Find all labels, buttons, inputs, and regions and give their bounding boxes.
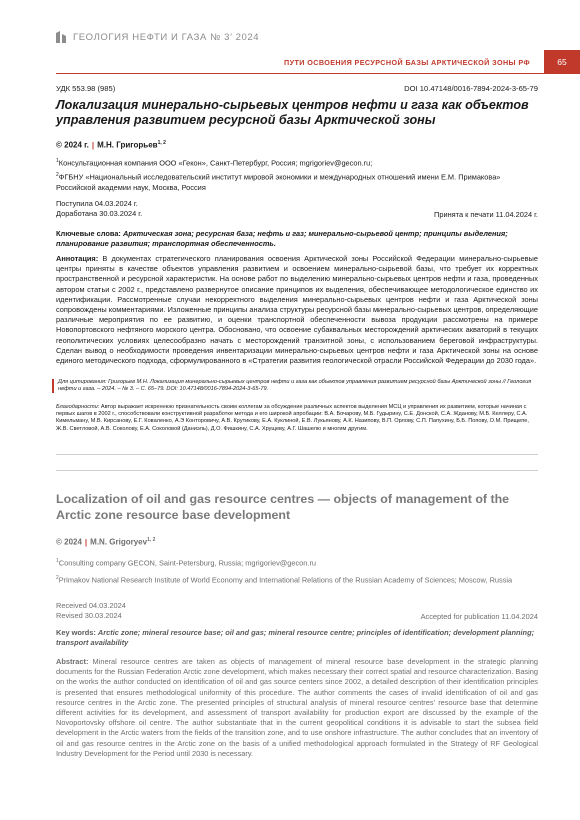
received-date-en: Received 04.03.2024 bbox=[56, 601, 126, 610]
section-divider-top bbox=[56, 454, 538, 455]
article-title-en: Localization of oil and gas resource centres — objects of management of the Arctic zone resource base development bbox=[56, 492, 510, 522]
accepted-date-ru: Принята к печати 11.04.2024 г. bbox=[434, 210, 538, 219]
doi: DOI 10.47148/0016-7894-2024-3-65-79 bbox=[404, 84, 538, 93]
citation-box bbox=[52, 379, 542, 393]
affiliation-1-en bbox=[56, 556, 536, 569]
revised-date-en: Revised 30.03.2024 bbox=[56, 611, 122, 621]
author-line-en bbox=[56, 537, 155, 547]
abstract-label-en: Abstract: bbox=[56, 657, 89, 666]
aff2-text: ФГБНУ «Национальный исследовательский институт мировой экономики и международных отношений имени Е.М. Примакова» Российской академии наук, Москва, Россия bbox=[56, 172, 501, 192]
aff1-mark: 1 bbox=[56, 158, 59, 164]
keywords-text-en: Arctic zone; mineral resource base; oil and gas; mineral resource centre; principles of identification; development planning; transport availability bbox=[56, 628, 535, 648]
rubric-divider bbox=[56, 73, 544, 74]
keywords-ru bbox=[56, 229, 538, 250]
abstract-label: Аннотация: bbox=[56, 254, 99, 263]
citation-label: Для цитирования: bbox=[58, 379, 107, 385]
author-affiliation-marks: 1, 2 bbox=[157, 140, 166, 146]
keywords-en bbox=[56, 628, 538, 649]
abstract-ru bbox=[56, 254, 538, 366]
affiliation-2-ru bbox=[56, 170, 536, 193]
dates-ru bbox=[56, 199, 142, 220]
journal-header bbox=[56, 30, 259, 44]
received-date: Поступила 04.03.2024 г. bbox=[56, 199, 138, 208]
ack-text: Автор выражает искреннюю признательность своим коллегам за обсуждение различных аспектов выделения МСЦ и управления их развитием, которые начиная с первых шагов в 2002 г., способствовали конструктивной разработке метода и его широкой апробации: В.А. Бочарову, М.Б. Гудырину, С.Е. Донской, С.А. Жданову, М.Б. Келлеру, С.А. Кимельману, М.В. Кирсанову, Е.Г. Коваленко, А.Э Конторовичу, А.В. Крутикову, Е.А. Куклиной, Е.В. Лукьянову, А.К. Назипову, В.П. Орлову, С.П. Папухину, Б.Б. Попову, О.М. Прищепе, Ж.В. Светловой, А.В. Соколову, Е.А. Соколовой (Даниэль), Д.О. Фишкину, С.А. Хрущеву, А.Г. Шашелю и многим другим. bbox=[56, 404, 529, 432]
abstract-text-en: Mineral resource centres are taken as objects of management of mineral resource base development in the strategic planning documents for the Russian Federation Arctic zone development, which makes necessary their correct spatial and resource characterization. Basing on the works the author conducted on identification of oil and gas source centers since 2002, a detailed description of their identification principles is presented that ensures methodological uniformity of this procedure. The author comments the cases of invalid identification of oil and gas resource centres in the Arctic zone. The presented principles of structural analysis of mineral resource centres’ resource base that determine different activities for its development, and assessment of transport availability for production export are discussed by the example of the Novoportovsky offshore oil centre. The author substantiate that in the current geopolitical conditions it is advisable to start the subsea field development in the Arctic waters from the fields of the transition zone, and to use onshore infrastructure. The author concludes that an inventory of oil and gas resource centres in the Arctic zone on the basis of a unified methodological approach formulated in the Strategy of RF Geological Industry Development for the Period until 2030 is necessary. bbox=[56, 657, 538, 758]
author-name-en: M.N. Grigoryev bbox=[90, 537, 148, 547]
abstract-text: В документах стратегического планирования освоения Арктической зоны Российской Федерации минерально-сырьевые центры приняты в качестве объектов управления развитием и освоением минерально-сырьевой базы, что требует их корректных пространственной и ресурсной характеристик. На основе работ по выделению минерально-сырьевых центров нефти и газа, проведенных автором статьи с 2002 г., представлено развернутое описание принципов их выделения, обеспечивающее методологическое единство их идентификации. Рассмотренные случаи некорректного выделения минерально-сырьевых центров нефти и газа Арктической зоны сопровождены комментариями. Изложенные принципы анализа структуры ресурсной базы минерально-сырьевых центров, определяющие различные мероприятия по ее развитию, и оценки транспортной обеспеченности вывоза продукции рассмотрены на примере Новопортовского нефтяного морского центра. Обосновано, что освоение субаквальных месторождений арктических акваторий в текущих геополитических условиях целесообразно начать с месторождений транзитной зоны, с использованием береговой инфраструктуры. Сделан вывод о необходимости проведения инвентаризации минерально-сырьевых центров нефти и газа Арктической зоны на основе единого методического подхода, сформулированного в «Стратегии развития геологической отрасли Российской Федерации до 2030 года». bbox=[56, 254, 538, 366]
author-name: М.Н. Григорьев bbox=[97, 140, 158, 150]
section-divider-bottom bbox=[56, 470, 538, 471]
section-rubric: ПУТИ ОСВОЕНИЯ РЕСУРСНОЙ БАЗЫ АРКТИЧЕСКОЙ ЗОНЫ РФ bbox=[284, 58, 530, 67]
keywords-label: Ключевые слова: bbox=[56, 229, 121, 238]
journal-name: ГЕОЛОГИЯ НЕФТИ И ГАЗА № 3’ 2024 bbox=[73, 31, 260, 43]
revised-date: Доработана 30.03.2024 г. bbox=[56, 209, 143, 219]
aff2-mark-en: 2 bbox=[56, 575, 59, 581]
affiliation-1-ru bbox=[56, 156, 536, 169]
author-line-ru bbox=[56, 140, 166, 150]
aff2-mark: 2 bbox=[56, 172, 59, 178]
page-number: 65 bbox=[544, 50, 580, 74]
keywords-label-en: Key words: bbox=[56, 628, 96, 637]
author-affiliation-marks-en: 1, 2 bbox=[147, 537, 156, 543]
journal-logo-icon bbox=[56, 31, 66, 43]
aff1-mark-en: 1 bbox=[56, 558, 59, 564]
keywords-text: Арктическая зона; ресурсная база; нефть и газ; минерально-сырьевой центр; принципы выделения; планирование развития; транспортная обеспеченность. bbox=[56, 229, 508, 249]
aff2-text-en: Primakov National Research Institute of World Economy and International Relations of the Russian Academy of Sciences; Moscow, Russia bbox=[58, 575, 513, 585]
udk-doi-row bbox=[56, 84, 538, 93]
aff1-text-en: Consulting company GECON, Saint-Petersburg, Russia; mgrigoriev@gecon.ru bbox=[58, 558, 317, 568]
dates-en bbox=[56, 601, 126, 622]
author-separator-en: | bbox=[84, 537, 88, 547]
abstract-en bbox=[56, 657, 538, 759]
author-separator: | bbox=[91, 140, 95, 150]
citation-text: Григорьев М.Н. Локализация минерально-сырьевых центров нефти и газа как объектов управления развитием ресурсной базы Арктической зоны // Геология нефти и газа. – 2024. – № 3. – С. 65–79. DOI: 10.47148/0016-7894-2024-3-65-79. bbox=[58, 379, 532, 393]
copyright-year: © 2024 г. bbox=[56, 140, 89, 150]
affiliation-2-en bbox=[56, 573, 536, 586]
aff1-text: Консультационная компания ООО «Гекон», Санкт-Петербург, Россия; mgrigoriev@gecon.ru; bbox=[58, 158, 373, 168]
copyright-year-en: © 2024 bbox=[56, 537, 82, 547]
acknowledgements bbox=[56, 404, 540, 433]
udk: УДК 553.98 (985) bbox=[56, 84, 116, 93]
article-title-ru: Локализация минерально-сырьевых центров нефти и газа как объектов управления развитием ресурсной базы Арктической зоны bbox=[56, 98, 529, 127]
accepted-date-en: Accepted for publication 11.04.2024 bbox=[420, 612, 538, 621]
ack-label: Благодарности: bbox=[56, 404, 100, 410]
